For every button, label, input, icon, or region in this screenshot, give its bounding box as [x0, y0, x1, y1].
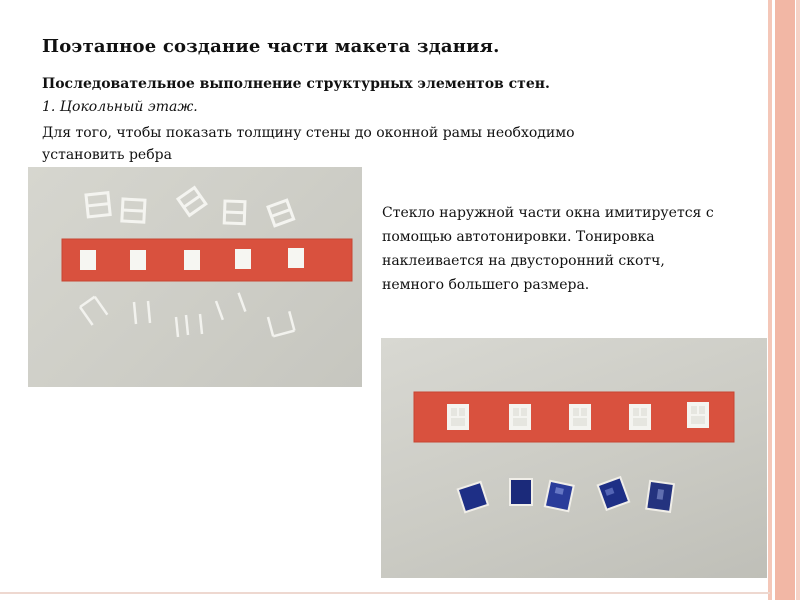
- body-line: установить ребра: [42, 147, 172, 163]
- divider: [0, 592, 770, 594]
- caption-text: [382, 201, 767, 297]
- body-line: Для того, чтобы показать толщину стены до оконной рамы необходимо: [42, 125, 575, 141]
- body-text: [42, 122, 682, 166]
- photo-wall-strip-with-tinted-glass-icon: [381, 338, 767, 578]
- slide-title: Поэтапное создание части макета здания.: [42, 36, 500, 57]
- decorative-stripe: [796, 0, 800, 600]
- decorative-stripe: [768, 0, 772, 600]
- caption-line: наклеивается на двусторонний скотч,: [382, 253, 665, 269]
- caption-line: помощью автотонировки. Тонировка: [382, 229, 655, 245]
- photo-wall-strip-with-window-frames-icon: [28, 167, 362, 387]
- photo-tinted-glass: [381, 338, 767, 578]
- slide-subtitle: Последовательное выполнение структурных элементов стен.: [42, 76, 550, 92]
- step-heading: 1. Цокольный этаж.: [42, 99, 198, 115]
- caption-line: Стекло наружной части окна имитируется с: [382, 205, 714, 221]
- caption-line: немного большего размера.: [382, 277, 590, 293]
- photo-window-frames: [28, 167, 362, 387]
- decorative-stripe: [775, 0, 795, 600]
